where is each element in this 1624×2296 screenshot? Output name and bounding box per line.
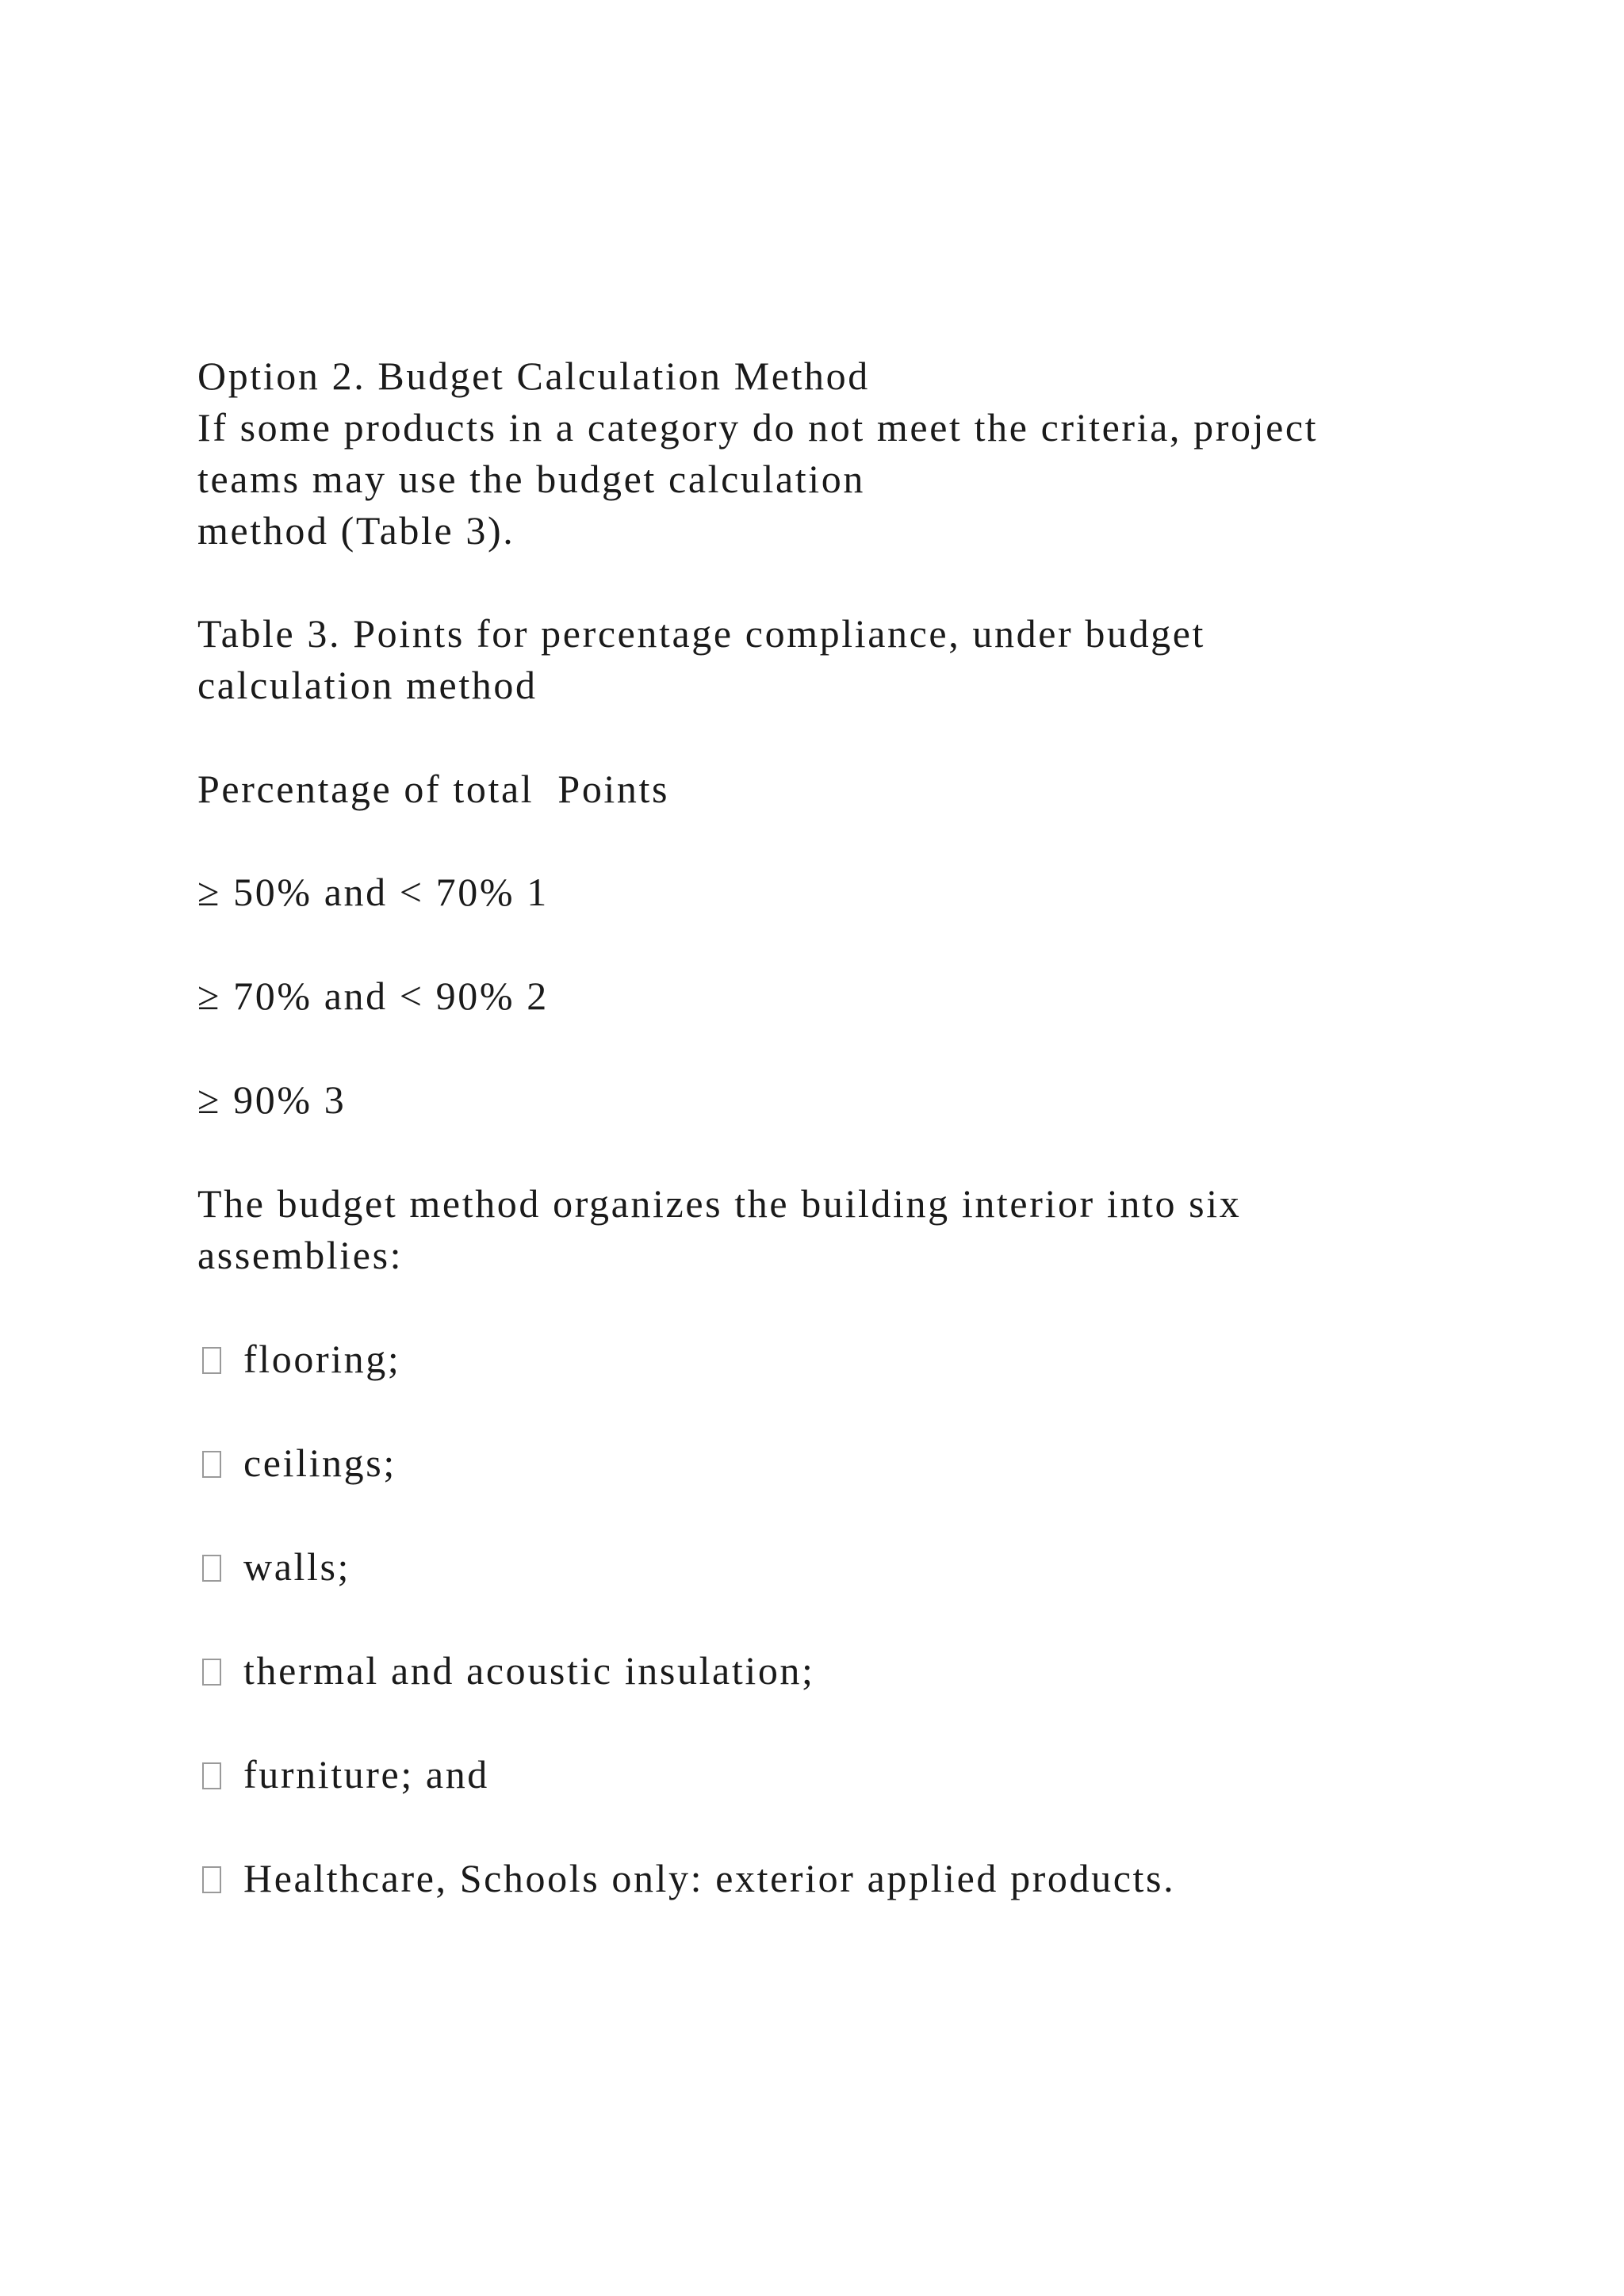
table-caption: calculation method <box>197 663 538 707</box>
list-item-label: Healthcare, Schools only: exterior applied products. <box>243 1856 1176 1900</box>
list-item <box>197 1334 400 1385</box>
list-item-label: furniture; and <box>243 1752 489 1797</box>
bullet-box-icon <box>202 1347 221 1374</box>
body-line: assemblies: <box>197 1233 404 1277</box>
list-item <box>197 1645 815 1697</box>
list-item <box>197 1749 489 1800</box>
list-item <box>197 1437 396 1489</box>
bullet-box-icon <box>202 1762 221 1789</box>
table-caption: Table 3. Points for percentage compliance, under budget <box>197 611 1206 656</box>
bullet-box-icon <box>202 1451 221 1478</box>
body-line: The budget method organizes the building interior into six <box>197 1181 1242 1226</box>
intro-line: method (Table 3). <box>197 508 515 553</box>
list-item-label: ceilings; <box>243 1441 396 1485</box>
bullet-box-icon <box>202 1555 221 1582</box>
bullet-box-icon <box>202 1866 221 1893</box>
intro-line: If some products in a category do not meet the criteria, project <box>197 405 1319 450</box>
list-item-label: thermal and acoustic insulation; <box>243 1648 815 1693</box>
list-item-label: walls; <box>243 1544 351 1589</box>
bullet-box-icon <box>202 1659 221 1686</box>
table-row: ≥ 50% and < 70% 1 <box>197 870 549 914</box>
table-header: Percentage of total Points <box>197 767 670 811</box>
list-item <box>197 1853 1175 1904</box>
table-row: ≥ 70% and < 90% 2 <box>197 974 549 1018</box>
section-heading: Option 2. Budget Calculation Method <box>197 354 870 398</box>
table-row: ≥ 90% 3 <box>197 1077 347 1122</box>
intro-line: teams may use the budget calculation <box>197 457 865 501</box>
list-item <box>197 1541 350 1593</box>
list-item-label: flooring; <box>243 1337 401 1381</box>
